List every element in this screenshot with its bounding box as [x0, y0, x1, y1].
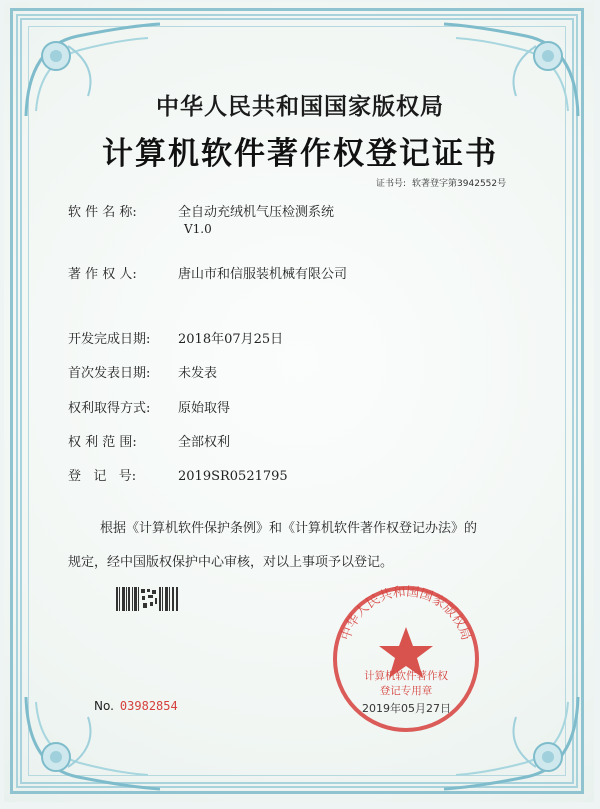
field-registration-number: [68, 465, 288, 484]
issuer-title: 中华人民共和国国家版权局: [156, 93, 444, 120]
field-value: 唐山市和信服装机械有限公司: [178, 267, 348, 282]
certificate-number: [376, 176, 512, 189]
field-value: 原始取得: [178, 401, 231, 416]
seal-line-1: 计算机软件著作权: [364, 670, 448, 682]
field-acquisition-method: [68, 397, 230, 416]
serial-number: [94, 699, 178, 713]
field-completion-date: [68, 328, 283, 347]
software-version: V1.0: [184, 222, 212, 236]
field-label: 登 记 号:: [68, 469, 137, 484]
field-value: 2019SR0521795: [178, 469, 288, 484]
field-software-name: [68, 201, 334, 220]
field-copyright-owner: [68, 263, 347, 282]
field-first-publication-date: [68, 362, 217, 381]
field-label: 著 作 权 人:: [68, 267, 137, 282]
field-value: 全部权利: [178, 435, 231, 450]
field-label: 软 件 名 称:: [68, 205, 137, 220]
serial-number-value: 03982854: [119, 699, 178, 713]
statement-line-2: 规定，经中国版权保护中心审核，对以上事项予以登记。: [68, 555, 394, 570]
barcode-icon: [115, 586, 179, 612]
seal-line-2: 登记专用章: [379, 685, 433, 697]
issue-date: 2019年05月27日: [362, 702, 451, 715]
statement-line-1: 根据《计算机软件保护条例》和《计算机软件著作权登记办法》的: [100, 521, 478, 536]
field-label: 权利取得方式:: [68, 401, 151, 416]
field-value: 全自动充绒机气压检测系统: [178, 205, 335, 220]
seal-ring-text: 中华人民共和国国家版权局: [338, 584, 474, 643]
certificate-number-label: 证书号:: [376, 179, 407, 189]
field-label: 开发完成日期:: [68, 332, 151, 347]
certificate-title: 计算机软件著作权登记证书: [102, 136, 498, 172]
serial-number-label: No.: [94, 699, 114, 713]
field-rights-scope: [68, 431, 230, 450]
field-value: 未发表: [178, 366, 218, 381]
field-value: 2018年07月25日: [178, 332, 284, 347]
field-label: 首次发表日期:: [68, 366, 151, 381]
field-label: 权 利 范 围:: [68, 435, 137, 450]
certificate-number-value: 软著登字第3942552号: [412, 179, 507, 189]
